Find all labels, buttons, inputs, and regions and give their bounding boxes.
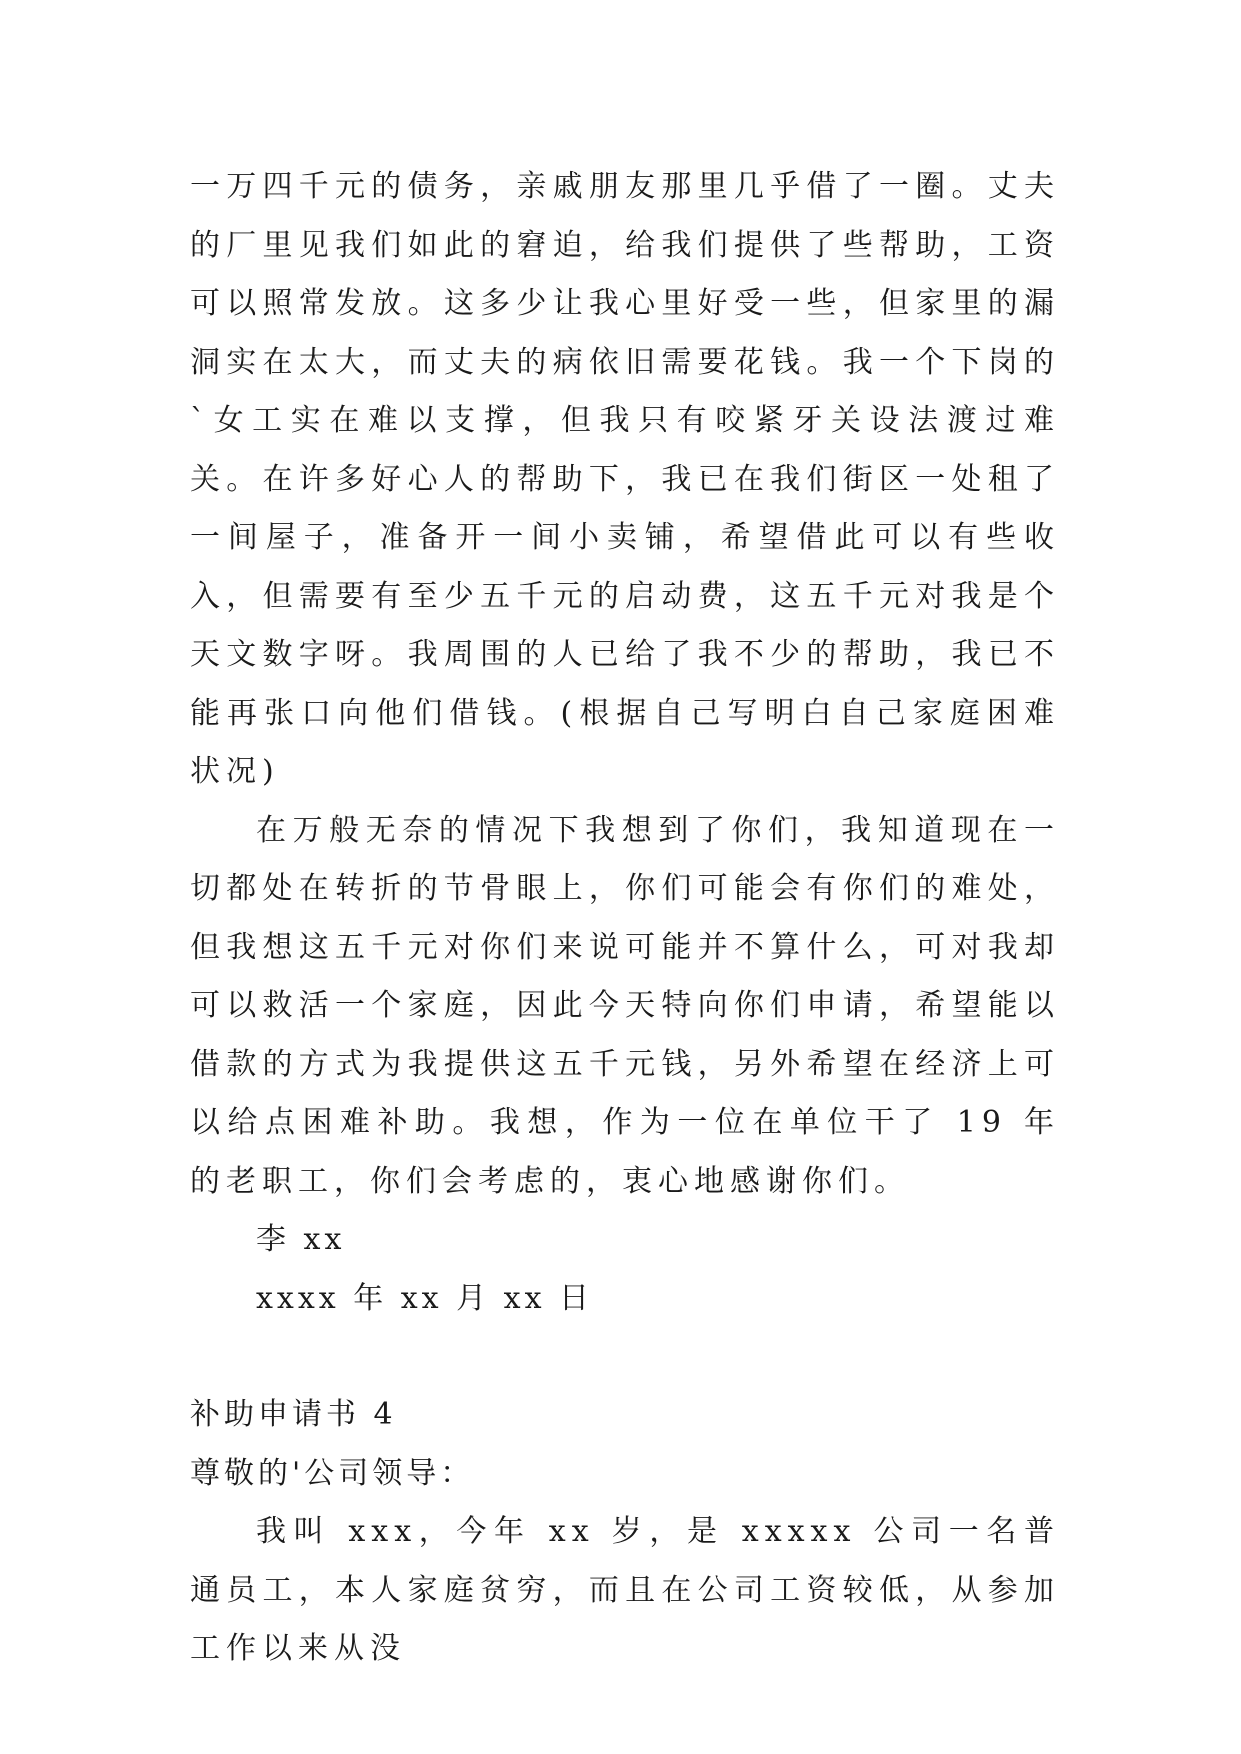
salutation: 尊敬的'公司领导： [190, 1455, 475, 1491]
signature-name: 李 xx [256, 1222, 346, 1257]
signature-date: xxxx 年 xx 月 xx 日 [256, 1280, 594, 1316]
paragraph-request: 在万般无奈的情况下我想到了你们，我知道现在一切都处在转折的节骨眼上，你们可能会有你们的难处，但我想这五千元对你们来说可能并不算什么，可对我却可以救活一个家庭，因此今天特向你们申请，希望能以借款的方式为我提供这五千元钱，另外希望在经济上可以给点困难补助。我想，作为一位在单位干了 19 年的老职工，你们会考虑的，衷心地感谢你们。 [190, 812, 1060, 1199]
section-spacer [190, 1328, 1060, 1386]
paragraph-introduction: 我叫 xxx，今年 xx 岁，是 xxxxx 公司一名普通员工，本人家庭贫穷，而且在公司工资较低，从参加工作以来从没 [190, 1514, 1060, 1666]
paragraph-hardship: 一万四千元的债务，亲戚朋友那里几乎借了一圈。丈夫的厂里见我们如此的窘迫，给我们提供了些帮助，工资可以照常发放。这多少让我心里好受一些，但家里的漏洞实在太大，而丈夫的病依旧需要花钱。我一个下岗的`女工实在难以支撑，但我只有咬紧牙关设法渡过难关。在许多好心人的帮助下，我已在我们街区一处租了一间屋子，准备开一间小卖铺，希望借此可以有些收入，但需要有至少五千元的启动费，这五千元对我是个天文数字呀。我周围的人已给了我不少的帮助，我已不能再张口向他们借钱。(根据自己写明白自己家庭困难状况) [190, 169, 1060, 789]
document-body [190, 158, 1060, 1679]
section-title: 补助申请书 4 [190, 1397, 397, 1432]
